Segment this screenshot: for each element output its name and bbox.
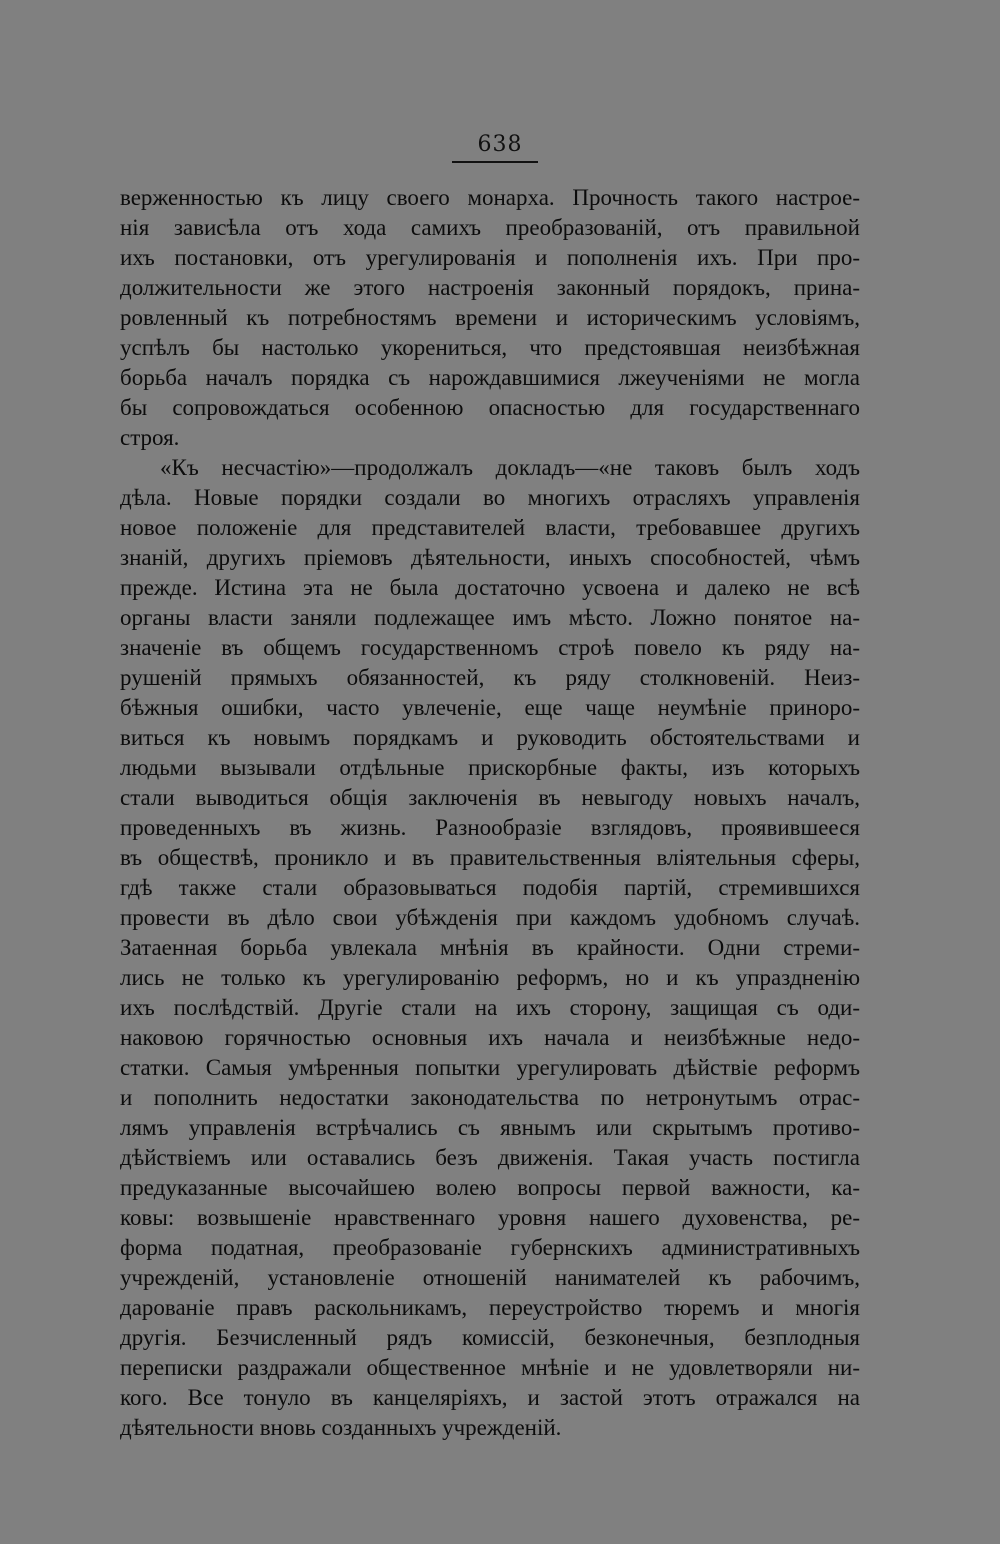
text-line: бѣжныя ошибки, часто увлеченіе, еще чаще неумѣніе приноро- xyxy=(120,695,860,720)
text-line: предуказанные высочайшею волею вопросы первой важности, ка- xyxy=(120,1175,860,1200)
text-line: наковою горячностью основныя ихъ начала и неизбѣжные недо- xyxy=(120,1025,860,1050)
text-line: кого. Все тонуло въ канцеляріяхъ, и застой этотъ отражался на xyxy=(120,1385,860,1410)
text-line: рушеній прямыхъ обязанностей, къ ряду столкновеній. Неиз- xyxy=(120,665,860,690)
text-line: стали выводиться общія заключенія въ невыгоду новыхъ началъ, xyxy=(120,785,860,810)
page-number: 638 xyxy=(477,132,523,157)
text-line: нія зависѣла отъ хода самихъ преобразованій, отъ правильной xyxy=(120,215,860,240)
text-line: проведенныхъ въ жизнь. Разнообразіе взглядовъ, проявившееся xyxy=(120,815,860,840)
text-line: органы власти заняли подлежащее имъ мѣсто. Ложно понятое на- xyxy=(120,605,860,630)
text-line: ихъ послѣдствій. Другіе стали на ихъ сторону, защищая съ оди- xyxy=(120,995,860,1020)
text-line: бы сопровождаться особенною опасностью для государственнаго xyxy=(120,395,860,420)
text-line: дарованіе правъ раскольникамъ, переустройство тюремъ и многія xyxy=(120,1295,860,1320)
text-line: должительности же этого настроенія законный порядокъ, прина- xyxy=(120,275,860,300)
text-line: Затаенная борьба увлекала мнѣнія въ крайности. Одни стреми- xyxy=(120,935,860,960)
text-line: провести въ дѣло свои убѣжденія при каждомъ удобномъ случаѣ. xyxy=(120,905,860,930)
text-line: ровленный къ потребностямъ времени и историческимъ условіямъ, xyxy=(120,305,860,330)
text-line: форма податная, преобразованіе губернскихъ административныхъ xyxy=(120,1235,860,1260)
text-line: знаній, другихъ пріемовъ дѣятельности, иныхъ способностей, чѣмъ xyxy=(120,545,860,570)
text-line: прежде. Истина эта не была достаточно усвоена и далеко не всѣ xyxy=(120,575,860,600)
text-line: лямъ управленія встрѣчались съ явнымъ или скрытымъ противо- xyxy=(120,1115,860,1140)
text-line: ихъ постановки, отъ урегулированія и пополненія ихъ. При про- xyxy=(120,245,860,270)
text-line: строя. xyxy=(120,425,180,450)
body-text xyxy=(120,183,860,1443)
text-line: статки. Самыя умѣренныя попытки урегулировать дѣйствіе реформъ xyxy=(120,1055,860,1080)
text-line: успѣлъ бы настолько укорениться, что предстоявшая неизбѣжная xyxy=(120,335,860,360)
text-line: и пополнить недостатки законодательства по нетронутымъ отрас- xyxy=(120,1085,860,1110)
page-number-rule xyxy=(452,161,538,163)
text-line: другія. Безчисленный рядъ комиссій, безконечныя, безплодныя xyxy=(120,1325,860,1350)
text-line: дѣйствіемъ или оставались безъ движенія. Такая участь постигла xyxy=(120,1145,860,1170)
text-line: значеніе въ общемъ государственномъ строѣ повело къ ряду на- xyxy=(120,635,860,660)
text-line: новое положеніе для представителей власти, требовавшее другихъ xyxy=(120,515,860,540)
text-line: борьба началъ порядка съ нарождавшимися лжеученіями не могла xyxy=(120,365,860,390)
text-line: въ обществѣ, проникло и въ правительственныя вліятельныя сферы, xyxy=(120,845,860,870)
text-line: лись не только къ урегулированію реформъ, но и къ упраздненію xyxy=(120,965,860,990)
text-line: учрежденій, установленіе отношеній нанимателей къ рабочимъ, xyxy=(120,1265,860,1290)
text-line: ковы: возвышеніе нравственнаго уровня нашего духовенства, ре- xyxy=(120,1205,860,1230)
text-line: людьми вызывали отдѣльные прискорбные факты, изъ которыхъ xyxy=(120,755,860,780)
text-line: гдѣ также стали образовываться подобія партій, стремившихся xyxy=(120,875,860,900)
text-line: «Къ несчастію»—продолжалъ докладъ—«не таковъ былъ ходъ xyxy=(160,455,860,480)
text-line: дѣятельности вновь созданныхъ учрежденій. xyxy=(120,1415,562,1440)
text-line: дѣла. Новые порядки создали во многихъ отрасляхъ управленія xyxy=(120,485,860,510)
text-line: виться къ новымъ порядкамъ и руководить обстоятельствами и xyxy=(120,725,860,750)
text-line: верженностью къ лицу своего монарха. Прочность такого настрое- xyxy=(120,185,860,210)
text-line: переписки раздражали общественное мнѣніе и не удовлетворяли ни- xyxy=(120,1355,860,1380)
